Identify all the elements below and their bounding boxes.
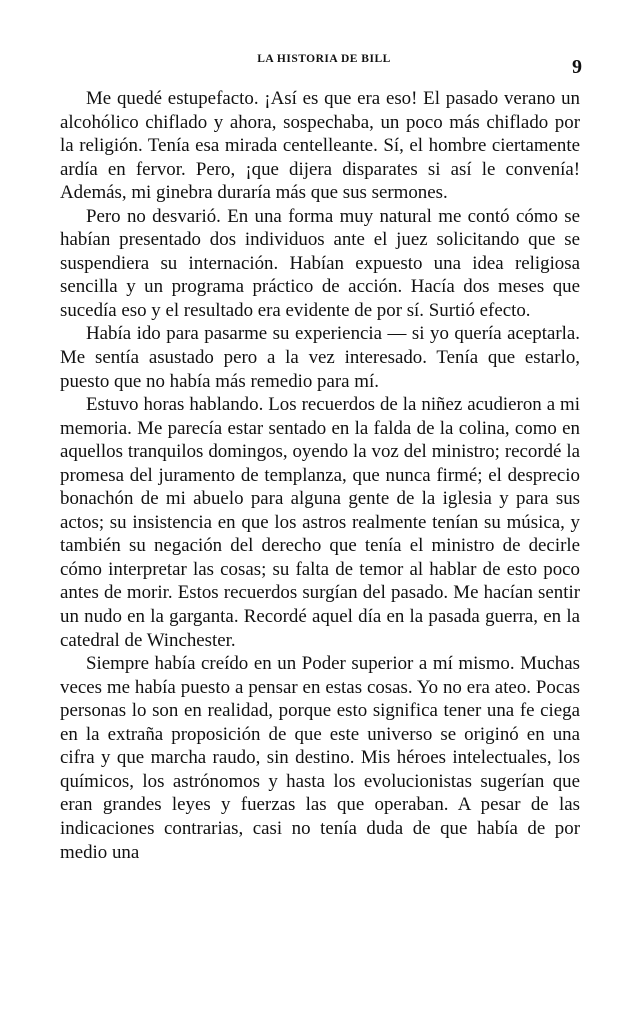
- paragraph: Me quedé estupefacto. ¡Así es que era eso! El pasado verano un alcohólico chiflado y ahora, sospechaba, un poco más chiflado por la religión. Tenía esa mirada centelleante. Sí, el hombre ciertamente ardía en fervor. Pero, ¡que dijera disparates si así le convenía! Además, mi ginebra duraría más que sus sermones.: [60, 88, 580, 204]
- body-text: [60, 87, 580, 864]
- paragraph: Había ido para pasarme su experiencia — si yo quería aceptarla. Me sentía asustado pero a la vez interesado. Tenía que estarlo, puesto que no había más remedio para mí.: [60, 323, 580, 392]
- paragraph: Pero no desvarió. En una forma muy natural me contó cómo se habían presentado dos individuos ante el juez solicitando que se suspendiera su internación. Habían expuesto una idea religiosa sencilla y un programa práctico de acción. Hacía dos meses que sucedía eso y el resultado era evidente de por sí. Surtió efecto.: [60, 205, 580, 321]
- paragraph: Estuvo horas hablando. Los recuerdos de la niñez acudieron a mi memoria. Me parecía estar sentado en la falda de la colina, como en aquellos tranquilos domingos, oyendo la voz del ministro; recordé la promesa del juramento de templanza, que nunca firmé; el desprecio bonachón de mi abuelo para alguna gente de la iglesia y para sus actos; su insistencia en que los astros realmente tenían su música, y también su negación del derecho que tenía el ministro de decirle cómo interpretar las cosas; su falta de temor al hablar de esto poco antes de morir. Estos recuerdos surgían del pasado. Me hacían sentir un nudo en la garganta. Recordé aquel día en la pasada guerra, en la catedral de Winchester.: [60, 394, 580, 651]
- paragraph: Siempre había creído en un Poder superior a mí mismo. Muchas veces me había puesto a pensar en estas cosas. Yo no era ateo. Pocas personas lo son en realidad, porque esto significa tener una fe ciega en la extraña proposición de que este universo se originó en una cifra y que marcha raudo, sin destino. Mis héroes intelectuales, los químicos, los astrónomos y hasta los evolucionistas sugerían que eran grandes leyes y fuerzas las que operaban. A pesar de las indicaciones contrarias, casi no tenía duda de que había de por medio una: [60, 653, 580, 863]
- running-header-title: LA HISTORIA DE BILL: [257, 53, 391, 65]
- running-header: [0, 48, 638, 78]
- page-number: 9: [572, 56, 582, 78]
